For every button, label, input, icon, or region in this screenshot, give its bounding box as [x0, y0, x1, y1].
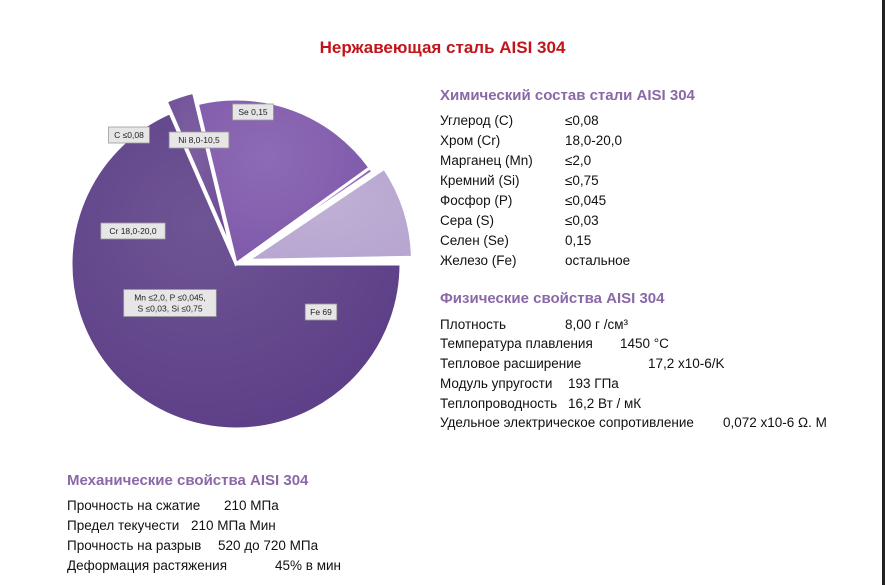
mechanical-label: Деформация растяжения	[67, 558, 228, 573]
mechanical-label: Прочность на разрыв	[67, 538, 202, 553]
pie-chart	[0, 0, 420, 440]
chemical-value: ≤0,03	[565, 213, 599, 228]
chemical-label: Углерод (C)	[440, 113, 514, 128]
physical-label: Плотность	[440, 317, 507, 332]
physical-label: Теплопроводность	[440, 396, 558, 411]
chemical-value: ≤0,75	[565, 173, 599, 188]
chemical-value: остальное	[565, 253, 631, 268]
slice-label-fe: Fe 69	[310, 307, 332, 317]
physical-value: 1450 °C	[620, 336, 669, 351]
slice-label-cr: Cr 18,0-20,0	[109, 226, 157, 236]
chemical-value: 18,0-20,0	[565, 133, 623, 148]
slice-label-mn-p-s-si: S ≤0,03, Si ≤0,75	[137, 303, 203, 314]
physical-value: 0,072 х10-6 Ω. М	[723, 415, 827, 430]
physical-label: Температура плавления	[440, 336, 593, 351]
mechanical-value: 45% в мин	[275, 558, 341, 573]
physical-value: 193 ГПа	[568, 376, 619, 391]
physical-value: 16,2 Вт / мК	[568, 396, 642, 411]
chemical-label: Сера (S)	[440, 213, 495, 228]
mechanical-value: 210 МПа Мин	[191, 518, 276, 533]
mechanical-label: Прочность на сжатие	[67, 498, 201, 513]
physical-label: Модуль упругости	[440, 376, 553, 391]
chemical-value: ≤2,0	[565, 153, 592, 168]
physical-section-title: Физические свойства AISI 304	[440, 290, 665, 307]
chemical-label: Фосфор (P)	[440, 193, 513, 208]
slice-label-se: Se 0,15	[238, 107, 268, 117]
chemical-value: ≤0,045	[565, 193, 607, 208]
chemical-label: Марганец (Mn)	[440, 153, 533, 168]
physical-label: Удельное электрическое сопротивление	[440, 415, 694, 430]
chemical-label: Кремний (Si)	[440, 173, 520, 188]
slice-label-ni: Ni 8,0-10,5	[178, 135, 220, 145]
chemical-label: Хром (Cr)	[440, 133, 501, 148]
mechanical-section-title: Механические свойства AISI 304	[67, 472, 309, 489]
chemical-section-title: Химический состав стали AISI 304	[440, 87, 695, 104]
chemical-label: Железо (Fe)	[440, 253, 517, 268]
slice-label-c: C ≤0,08	[114, 130, 144, 140]
mechanical-value: 520 до 720 МПа	[218, 538, 319, 553]
chemical-label: Селен (Se)	[440, 233, 509, 248]
physical-value: 17,2 х10-6/K	[648, 356, 725, 371]
chemical-value: 0,15	[565, 233, 592, 248]
page-title: Нержавеющая сталь AISI 304	[319, 38, 566, 57]
mechanical-label: Предел текучести	[67, 518, 180, 533]
slice-label-mn-p-s-si: Mn ≤2,0, P ≤0,045,	[134, 292, 206, 303]
physical-label: Тепловое расширение	[440, 356, 582, 371]
chemical-value: ≤0,08	[565, 113, 599, 128]
mechanical-value: 210 МПа	[224, 498, 279, 513]
physical-value: 8,00 г /см³	[565, 317, 628, 332]
